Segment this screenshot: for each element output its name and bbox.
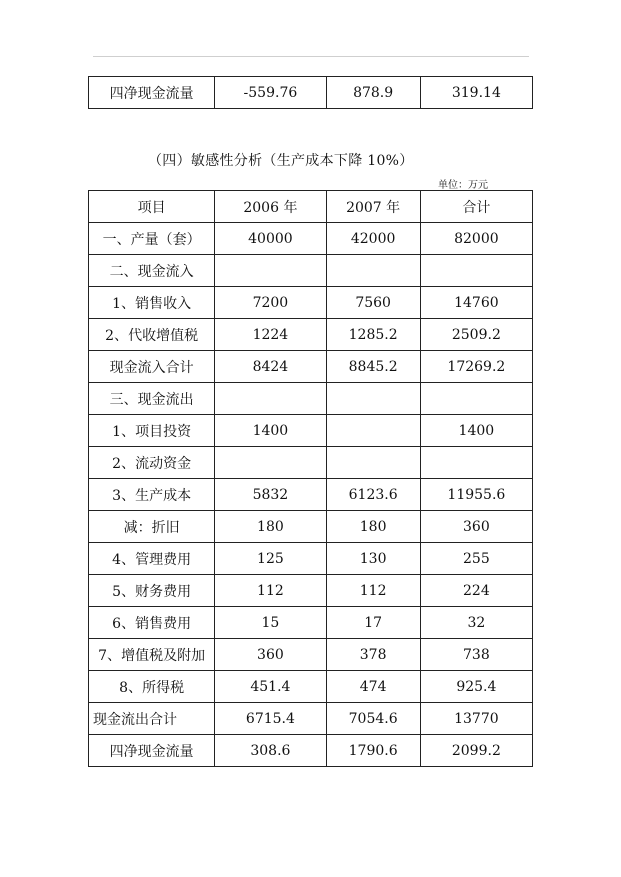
table-row — [89, 511, 533, 543]
cell-2006: 7200 — [215, 287, 326, 319]
table-row — [89, 479, 533, 511]
row-label: 3、生产成本 — [89, 479, 215, 511]
cell-2007: 17 — [326, 607, 420, 639]
header-2006: 2006 年 — [215, 191, 326, 223]
header-item: 项目 — [89, 191, 215, 223]
cell-total: 14760 — [420, 287, 532, 319]
cell-2007: 878.9 — [326, 77, 420, 109]
cell-2006 — [215, 383, 326, 415]
table-row — [89, 415, 533, 447]
cell-total: 32 — [420, 607, 532, 639]
header-total: 合计 — [420, 191, 532, 223]
cell-2007: 378 — [326, 639, 420, 671]
cell-2006: 180 — [215, 511, 326, 543]
table-row — [89, 735, 533, 767]
row-label: 6、销售费用 — [89, 607, 215, 639]
cell-2007 — [326, 447, 420, 479]
cell-2007: 1790.6 — [326, 735, 420, 767]
cell-total: 13770 — [420, 703, 532, 735]
cell-total — [420, 255, 532, 287]
table-row — [89, 639, 533, 671]
row-label: 4、管理费用 — [89, 543, 215, 575]
cell-2007 — [326, 255, 420, 287]
cell-2007: 42000 — [326, 223, 420, 255]
cell-2006: 1400 — [215, 415, 326, 447]
cell-total: 17269.2 — [420, 351, 532, 383]
table-row — [89, 287, 533, 319]
unit-label: 单位：万元 — [438, 180, 488, 191]
row-label: 7、增值税及附加 — [89, 639, 215, 671]
table-row — [89, 575, 533, 607]
cell-total: 255 — [420, 543, 532, 575]
cell-2006: 15 — [215, 607, 326, 639]
cell-2007: 7054.6 — [326, 703, 420, 735]
table-row — [89, 319, 533, 351]
row-label: 8、所得税 — [89, 671, 215, 703]
cell-2007: 1285.2 — [326, 319, 420, 351]
cell-total: 738 — [420, 639, 532, 671]
cell-2007 — [326, 415, 420, 447]
cell-2007: 112 — [326, 575, 420, 607]
cell-total — [420, 383, 532, 415]
table-row — [89, 703, 533, 735]
cell-2007: 7560 — [326, 287, 420, 319]
cell-2006: 5832 — [215, 479, 326, 511]
previous-table-tail — [88, 76, 533, 109]
row-label: 2、代收增值税 — [89, 319, 215, 351]
table-row — [89, 543, 533, 575]
cell-total: 360 — [420, 511, 532, 543]
page-header-rule — [93, 56, 529, 57]
row-label: 现金流出合计 — [89, 703, 215, 735]
cell-total — [420, 447, 532, 479]
row-label: 现金流入合计 — [89, 351, 215, 383]
cell-2007: 8845.2 — [326, 351, 420, 383]
cell-total: 319.14 — [420, 77, 532, 109]
row-label: 减：折旧 — [89, 511, 215, 543]
row-label: 2、流动资金 — [89, 447, 215, 479]
row-label: 四净现金流量 — [89, 77, 215, 109]
cell-2006: 8424 — [215, 351, 326, 383]
cell-2006: 125 — [215, 543, 326, 575]
cell-2006: -559.76 — [215, 77, 326, 109]
cell-total: 1400 — [420, 415, 532, 447]
cell-2006: 112 — [215, 575, 326, 607]
table-row — [89, 223, 533, 255]
table-row — [89, 255, 533, 287]
row-label: 三、现金流出 — [89, 383, 215, 415]
table-row — [89, 77, 533, 109]
table-header-row — [89, 191, 533, 223]
cell-2006: 360 — [215, 639, 326, 671]
cell-2006: 451.4 — [215, 671, 326, 703]
cell-2007 — [326, 383, 420, 415]
cell-total: 11955.6 — [420, 479, 532, 511]
cell-total: 82000 — [420, 223, 532, 255]
table-row — [89, 607, 533, 639]
row-label: 四净现金流量 — [89, 735, 215, 767]
cell-total: 2509.2 — [420, 319, 532, 351]
cell-2006: 308.6 — [215, 735, 326, 767]
row-label: 1、项目投资 — [89, 415, 215, 447]
cell-2006: 40000 — [215, 223, 326, 255]
header-2007: 2007 年 — [326, 191, 420, 223]
table-row — [89, 447, 533, 479]
section-title: （四）敏感性分析（生产成本下降 10%） — [148, 153, 414, 169]
cell-total: 224 — [420, 575, 532, 607]
cell-2006 — [215, 255, 326, 287]
row-label: 二、现金流入 — [89, 255, 215, 287]
cell-2007: 474 — [326, 671, 420, 703]
cell-2006: 6715.4 — [215, 703, 326, 735]
sensitivity-table — [88, 190, 533, 767]
table-row — [89, 671, 533, 703]
cell-2007: 130 — [326, 543, 420, 575]
cell-total: 2099.2 — [420, 735, 532, 767]
cell-2007: 180 — [326, 511, 420, 543]
table-row — [89, 383, 533, 415]
cell-2006: 1224 — [215, 319, 326, 351]
cell-total: 925.4 — [420, 671, 532, 703]
cell-2007: 6123.6 — [326, 479, 420, 511]
row-label: 1、销售收入 — [89, 287, 215, 319]
table-row — [89, 351, 533, 383]
row-label: 一、产量（套） — [89, 223, 215, 255]
row-label: 5、财务费用 — [89, 575, 215, 607]
cell-2006 — [215, 447, 326, 479]
